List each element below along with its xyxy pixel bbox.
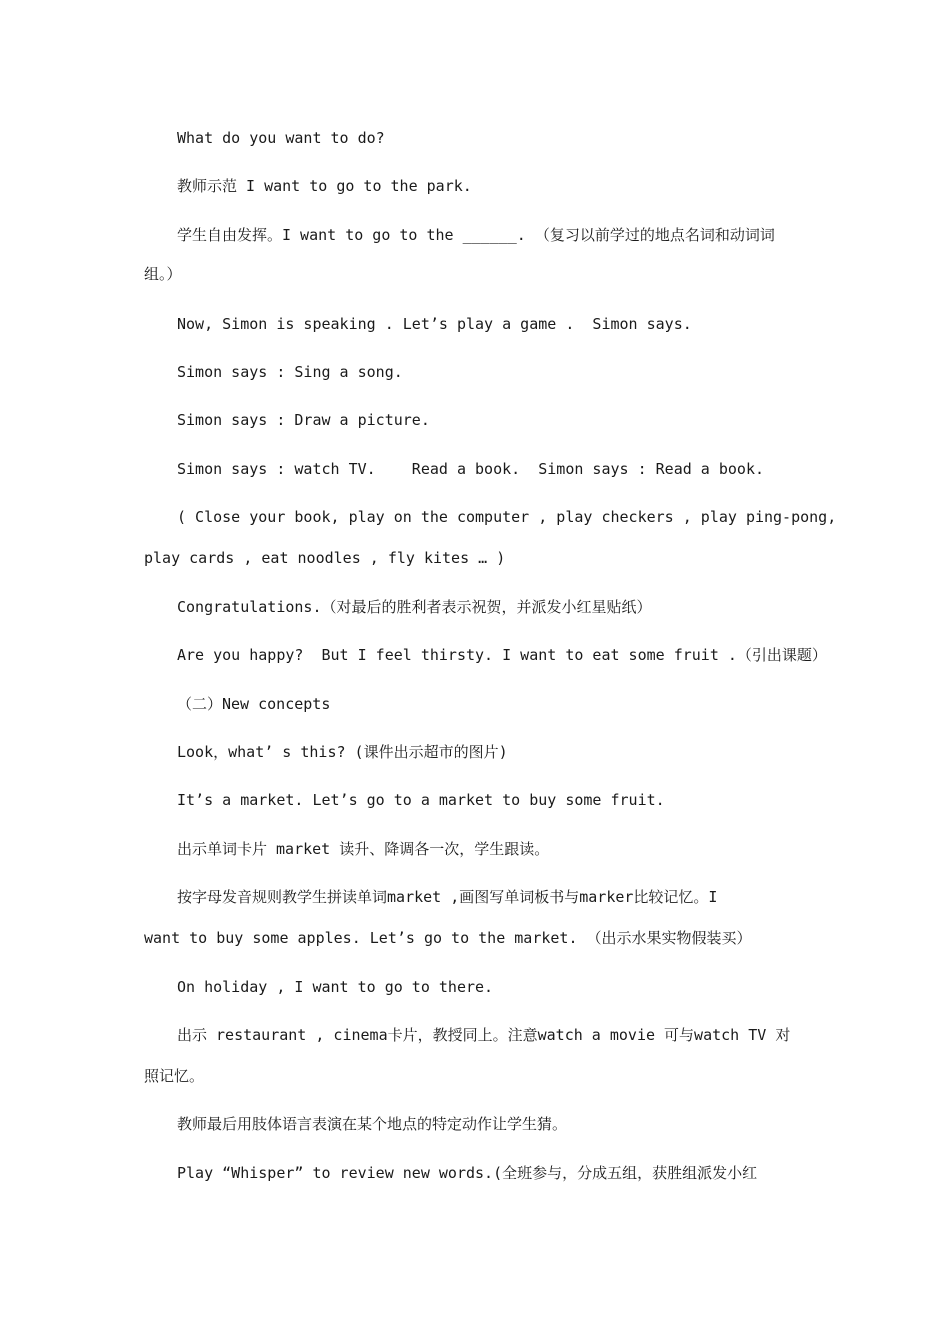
paragraph-line: 出示 restaurant , cinema卡片，教授同上。注意watch a movie 可与watch TV 对 [177,1026,791,1044]
paragraph-line: Now, Simon is speaking . Let’s play a game . Simon says. [177,315,692,333]
paragraph-line: 学生自由发挥。I want to go to the ______. （复习以前学过的地点名词和动词词 [177,226,775,244]
paragraph-line: 教师最后用肢体语言表演在某个地点的特定动作让学生猜。 [177,1115,568,1133]
paragraph-line: 按字母发音规则教学生拼读单词market ,画图写单词板书与marker比较记忆。I [177,888,718,906]
paragraph-line: On holiday , I want to go to there. [177,978,494,996]
paragraph-line: Look，what’ s this? (课件出示超市的图片) [177,743,508,761]
paragraph-line: 出示单词卡片 market 读升、降调各一次，学生跟读。 [177,840,550,858]
paragraph-line: play cards , eat noodles , fly kites … ) [144,549,506,567]
paragraph-line: 照记忆。 [144,1067,205,1085]
paragraph-line: Play “Whisper” to review new words.(全班参与，分成五组，获胜组派发小红 [177,1164,758,1182]
paragraph-line: Are you happy? But I feel thirsty. I want to eat some fruit .（引出课题） [177,646,827,664]
paragraph-line: 组。） [144,265,182,283]
paragraph-line: 教师示范 I want to go to the park. [177,177,472,195]
paragraph-line: Simon says : Sing a song. [177,363,403,381]
paragraph-line: Simon says : Draw a picture. [177,411,430,429]
paragraph-line: （二）New concepts [177,695,331,713]
paragraph-line: What do you want to do? [177,129,385,147]
paragraph-line: ( Close your book, play on the computer , play checkers , play ping-pong, [177,508,837,526]
paragraph-line: It’s a market. Let’s go to a market to buy some fruit. [177,791,665,809]
paragraph-line: Congratulations.（对最后的胜利者表示祝贺，并派发小红星贴纸） [177,598,652,616]
paragraph-line: Simon says : watch TV. Read a book. Simon says : Read a book. [177,460,764,478]
paragraph-line: want to buy some apples. Let’s go to the market. （出示水果实物假装买） [144,929,752,947]
